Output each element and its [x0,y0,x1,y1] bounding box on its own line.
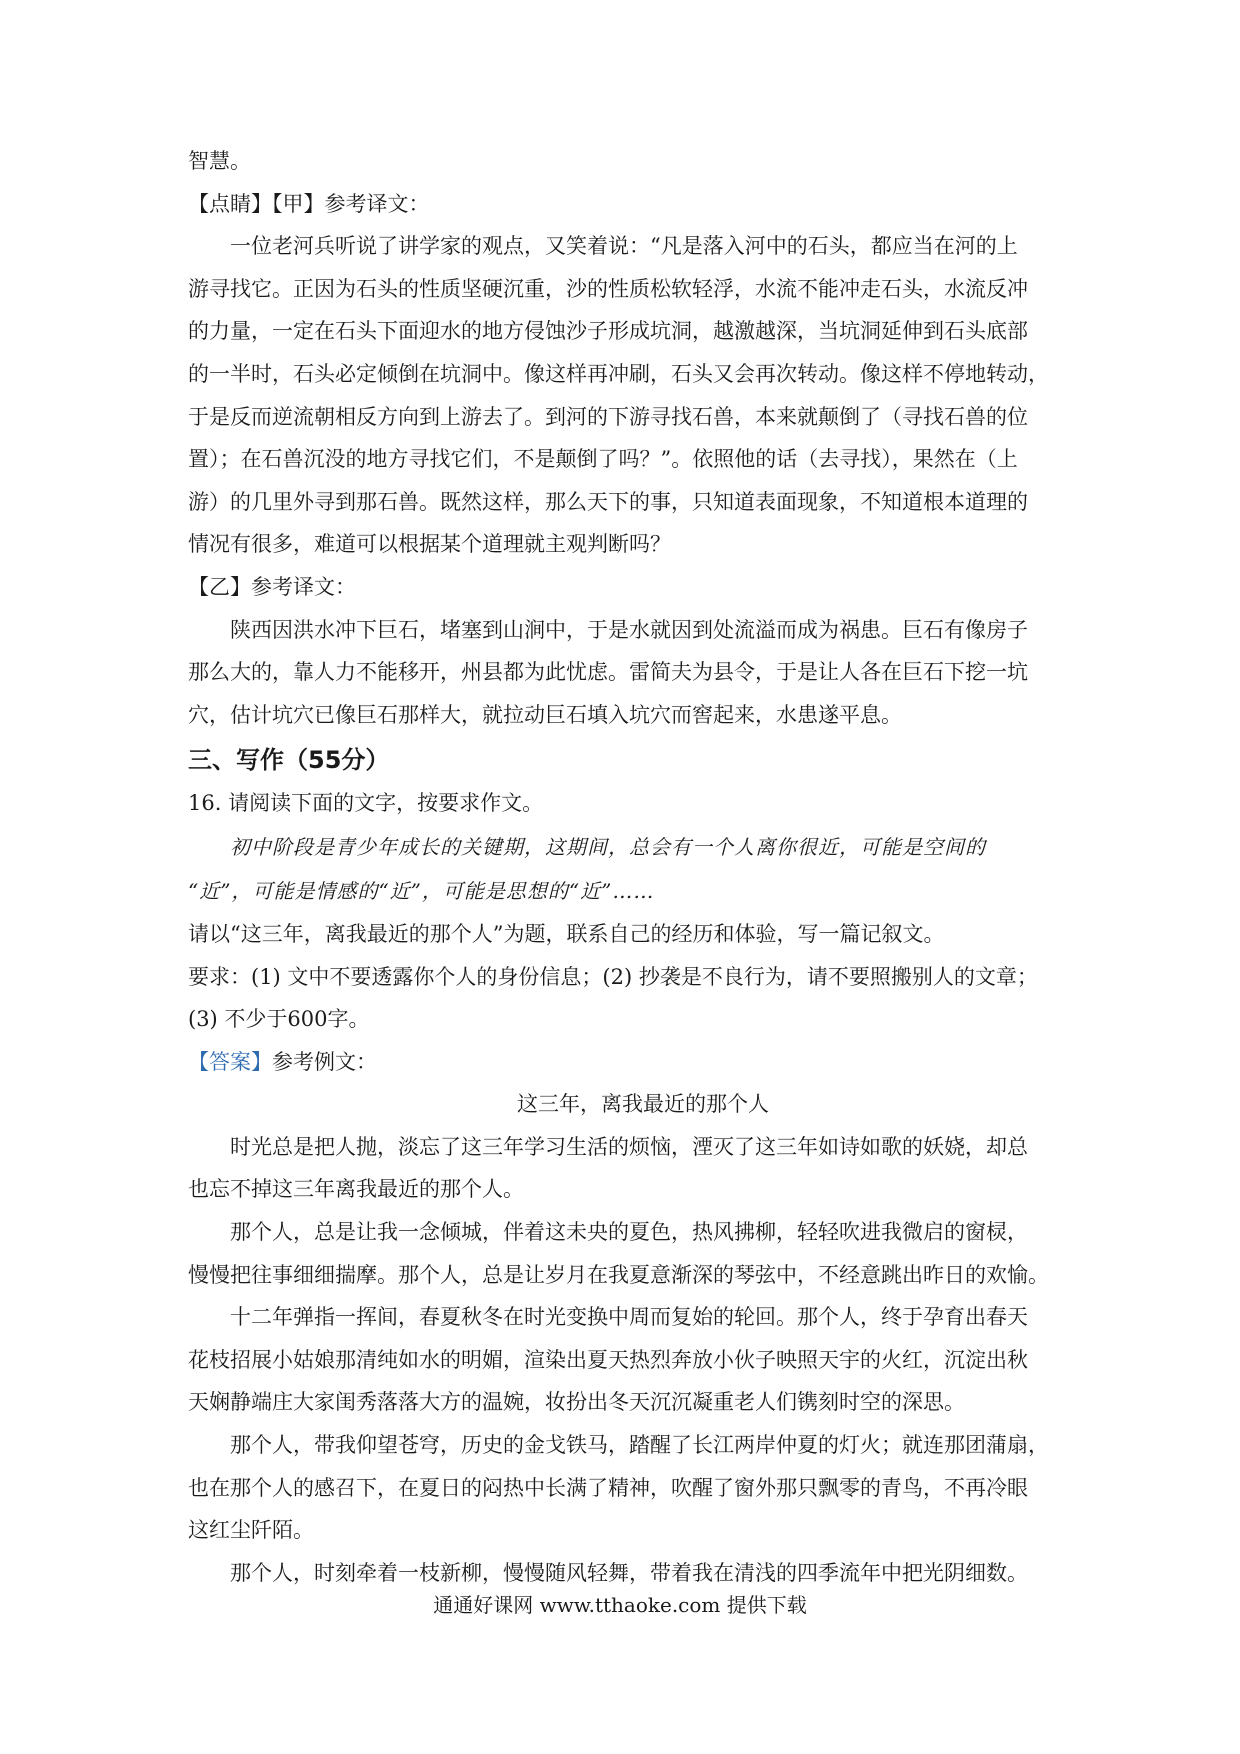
essay-line: 也忘不掉这三年离我最近的那个人。 [188,1177,524,1202]
jia-line: 情况有很多，难道可以根据某个道理就主观判断吗？ [188,532,671,557]
passage-tail: 智慧。 [188,149,251,173]
jia-line: 一位老河兵听说了讲学家的观点，又笑着说：“凡是落入河中的石头，都应当在河的上 [230,234,1018,259]
question-requirement: (3) 不少于600字。 [188,1007,370,1032]
section-title: 三、写作（55分） [188,746,390,775]
answer-label: 参考例文： [272,1049,377,1074]
answer-header [188,1041,1058,1084]
essay-paragraph [188,1296,1058,1424]
yi-translation [188,609,1058,737]
essay-line: 慢慢把往事细细揣摩。那个人，总是让岁月在我夏意渐深的琴弦中，不经意跳出昨日的欢愉。 [188,1262,1049,1287]
essay-line: 这红尘阡陌。 [188,1518,314,1543]
jia-line: 游）的几里外寻到那石兽。既然这样，那么天下的事，只知道表面现象，不知道根本道理的 [188,489,1028,514]
jia-line: 游寻找它。正因为石头的性质坚硬沉重，沙的性质松软轻浮，水流不能冲走石头，水流反冲 [188,276,1028,301]
essay-line: 那个人，时刻牵着一枝新柳，慢慢随风轻舞，带着我在清浅的四季流年中把光阴细数。 [230,1560,1028,1585]
essay-line: 十二年弹指一挥间，春夏秋冬在时光变换中周而复始的轮回。那个人，终于孕育出春天 [230,1305,1028,1330]
yi-line: 陕西因洪水冲下巨石，堵塞到山涧中，于是水就因到处流溢而成为祸患。巨石有像房子 [230,617,1028,642]
essay-line: 花枝招展小姑娘那清纯如水的明媚，渲染出夏天热烈奔放小伙子映照天宇的火红，沉淀出秋 [188,1347,1028,1372]
essay-line: 那个人，总是让我一念倾城，伴着这未央的夏色，热风拂柳，轻轻吹进我微启的窗棂， [230,1220,1028,1245]
essay-paragraph [188,1552,1058,1595]
essay-title: 这三年，离我最近的那个人 [517,1092,769,1117]
essay-paragraph [188,1424,1058,1552]
document-body [188,140,1058,1594]
question-prompt-line: “近”，可能是情感的“近”，可能是思想的“近”…… [188,878,655,903]
essay-line: 时光总是把人抛，淡忘了这三年学习生活的烦恼，湮灭了这三年如诗如歌的妖娆，却总 [230,1134,1028,1159]
jia-line: 的一半时，石头必定倾倒在坑洞中。像这样再冲刷，石头又会再次转动。像这样不停地转动， [188,361,1049,386]
question-number: 16. 请阅读下面的文字，按要求作文。 [188,791,544,816]
jia-translation [188,225,1058,566]
essay-paragraph [188,1126,1058,1211]
question-prompt-line: 初中阶段是青少年成长的关键期，这期间，总会有一个人离你很近，可能是空间的 [230,834,986,859]
answer-tag: 【答案】 [188,1049,272,1074]
jia-line: 的力量，一定在石头下面迎水的地方侵蚀沙子形成坑洞，越激越深，当坑洞延伸到石头底部 [188,319,1028,344]
jia-line: 于是反而逆流朝相反方向到上游去了。到河的下游寻找石兽，本来就颠倒了（寻找石兽的位 [188,404,1028,429]
question-instruction: 请以“这三年，离我最近的那个人”为题，联系自己的经历和体验，写一篇记叙文。 [188,921,945,946]
page-footer: 通通好课网 www.tthaoke.com 提供下载 [433,1593,807,1617]
essay-line: 那个人，带我仰望苍穹，历史的金戈铁马，踏醒了长江两岸仲夏的灯火；就连那团蒲扇， [230,1433,1049,1458]
jia-line: 置）；在石兽沉没的地方寻找它们，不是颠倒了吗？”。依照他的话（去寻找），果然在（上 [188,447,1018,472]
essay-line: 天娴静端庄大家闺秀落落大方的温婉，妆扮出冬天沉沉凝重老人们镌刻时空的深思。 [188,1390,965,1415]
yi-line: 穴，估计坑穴已像巨石那样大，就拉动巨石填入坑穴而窖起来，水患遂平息。 [188,702,902,727]
question-requirement: 要求：(1) 文中不要透露你个人的身份信息；(2) 抄袭是不良行为，请不要照搬别人的文章； [188,964,1038,989]
yi-line: 那么大的，靠人力不能移开，州县都为此忧虑。雷简夫为县令，于是让人各在巨石下挖一坑 [188,660,1028,685]
essay-line: 也在那个人的感召下，在夏日的闷热中长满了精神，吹醒了窗外那只飘零的青鸟，不再冷眼 [188,1475,1028,1500]
yi-translation-label: 【乙】参考译文： [188,574,356,599]
jia-translation-label: 【点睛】【甲】参考译文： [188,191,430,216]
essay-paragraph [188,1211,1058,1296]
